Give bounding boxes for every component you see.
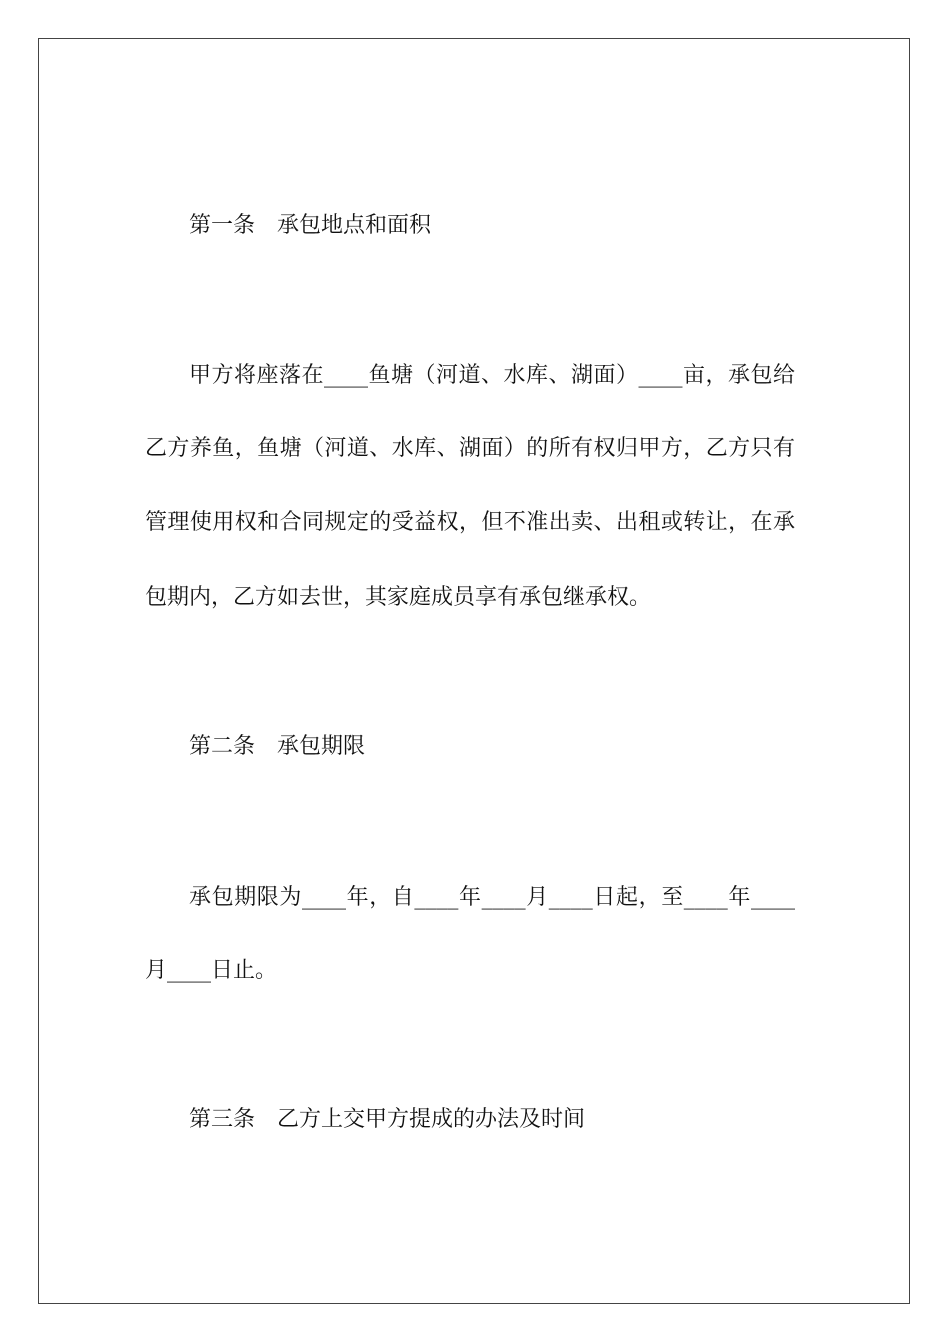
article-2-paragraph-line-1: 承包期限为____年，自____年____月____日起，至____年____ [189, 885, 795, 910]
article-2-heading: 第二条 承包期限 [189, 734, 366, 759]
article-1-paragraph-line-3: 管理使用权和合同规定的受益权，但不准出卖、出租或转让，在承 [145, 510, 795, 535]
article-2-paragraph-line-2: 月____日止。 [145, 958, 278, 983]
article-1-paragraph-line-2: 乙方养鱼，鱼塘（河道、水库、湖面）的所有权归甲方，乙方只有 [145, 436, 795, 461]
article-1-paragraph-line-4: 包期内，乙方如去世，其家庭成员享有承包继承权。 [145, 585, 652, 610]
article-1-heading: 第一条 承包地点和面积 [189, 213, 432, 238]
article-3-heading: 第三条 乙方上交甲方提成的办法及时间 [189, 1107, 586, 1132]
article-1-paragraph-line-1: 甲方将座落在____鱼塘（河道、水库、湖面）____亩，承包给 [189, 363, 795, 388]
